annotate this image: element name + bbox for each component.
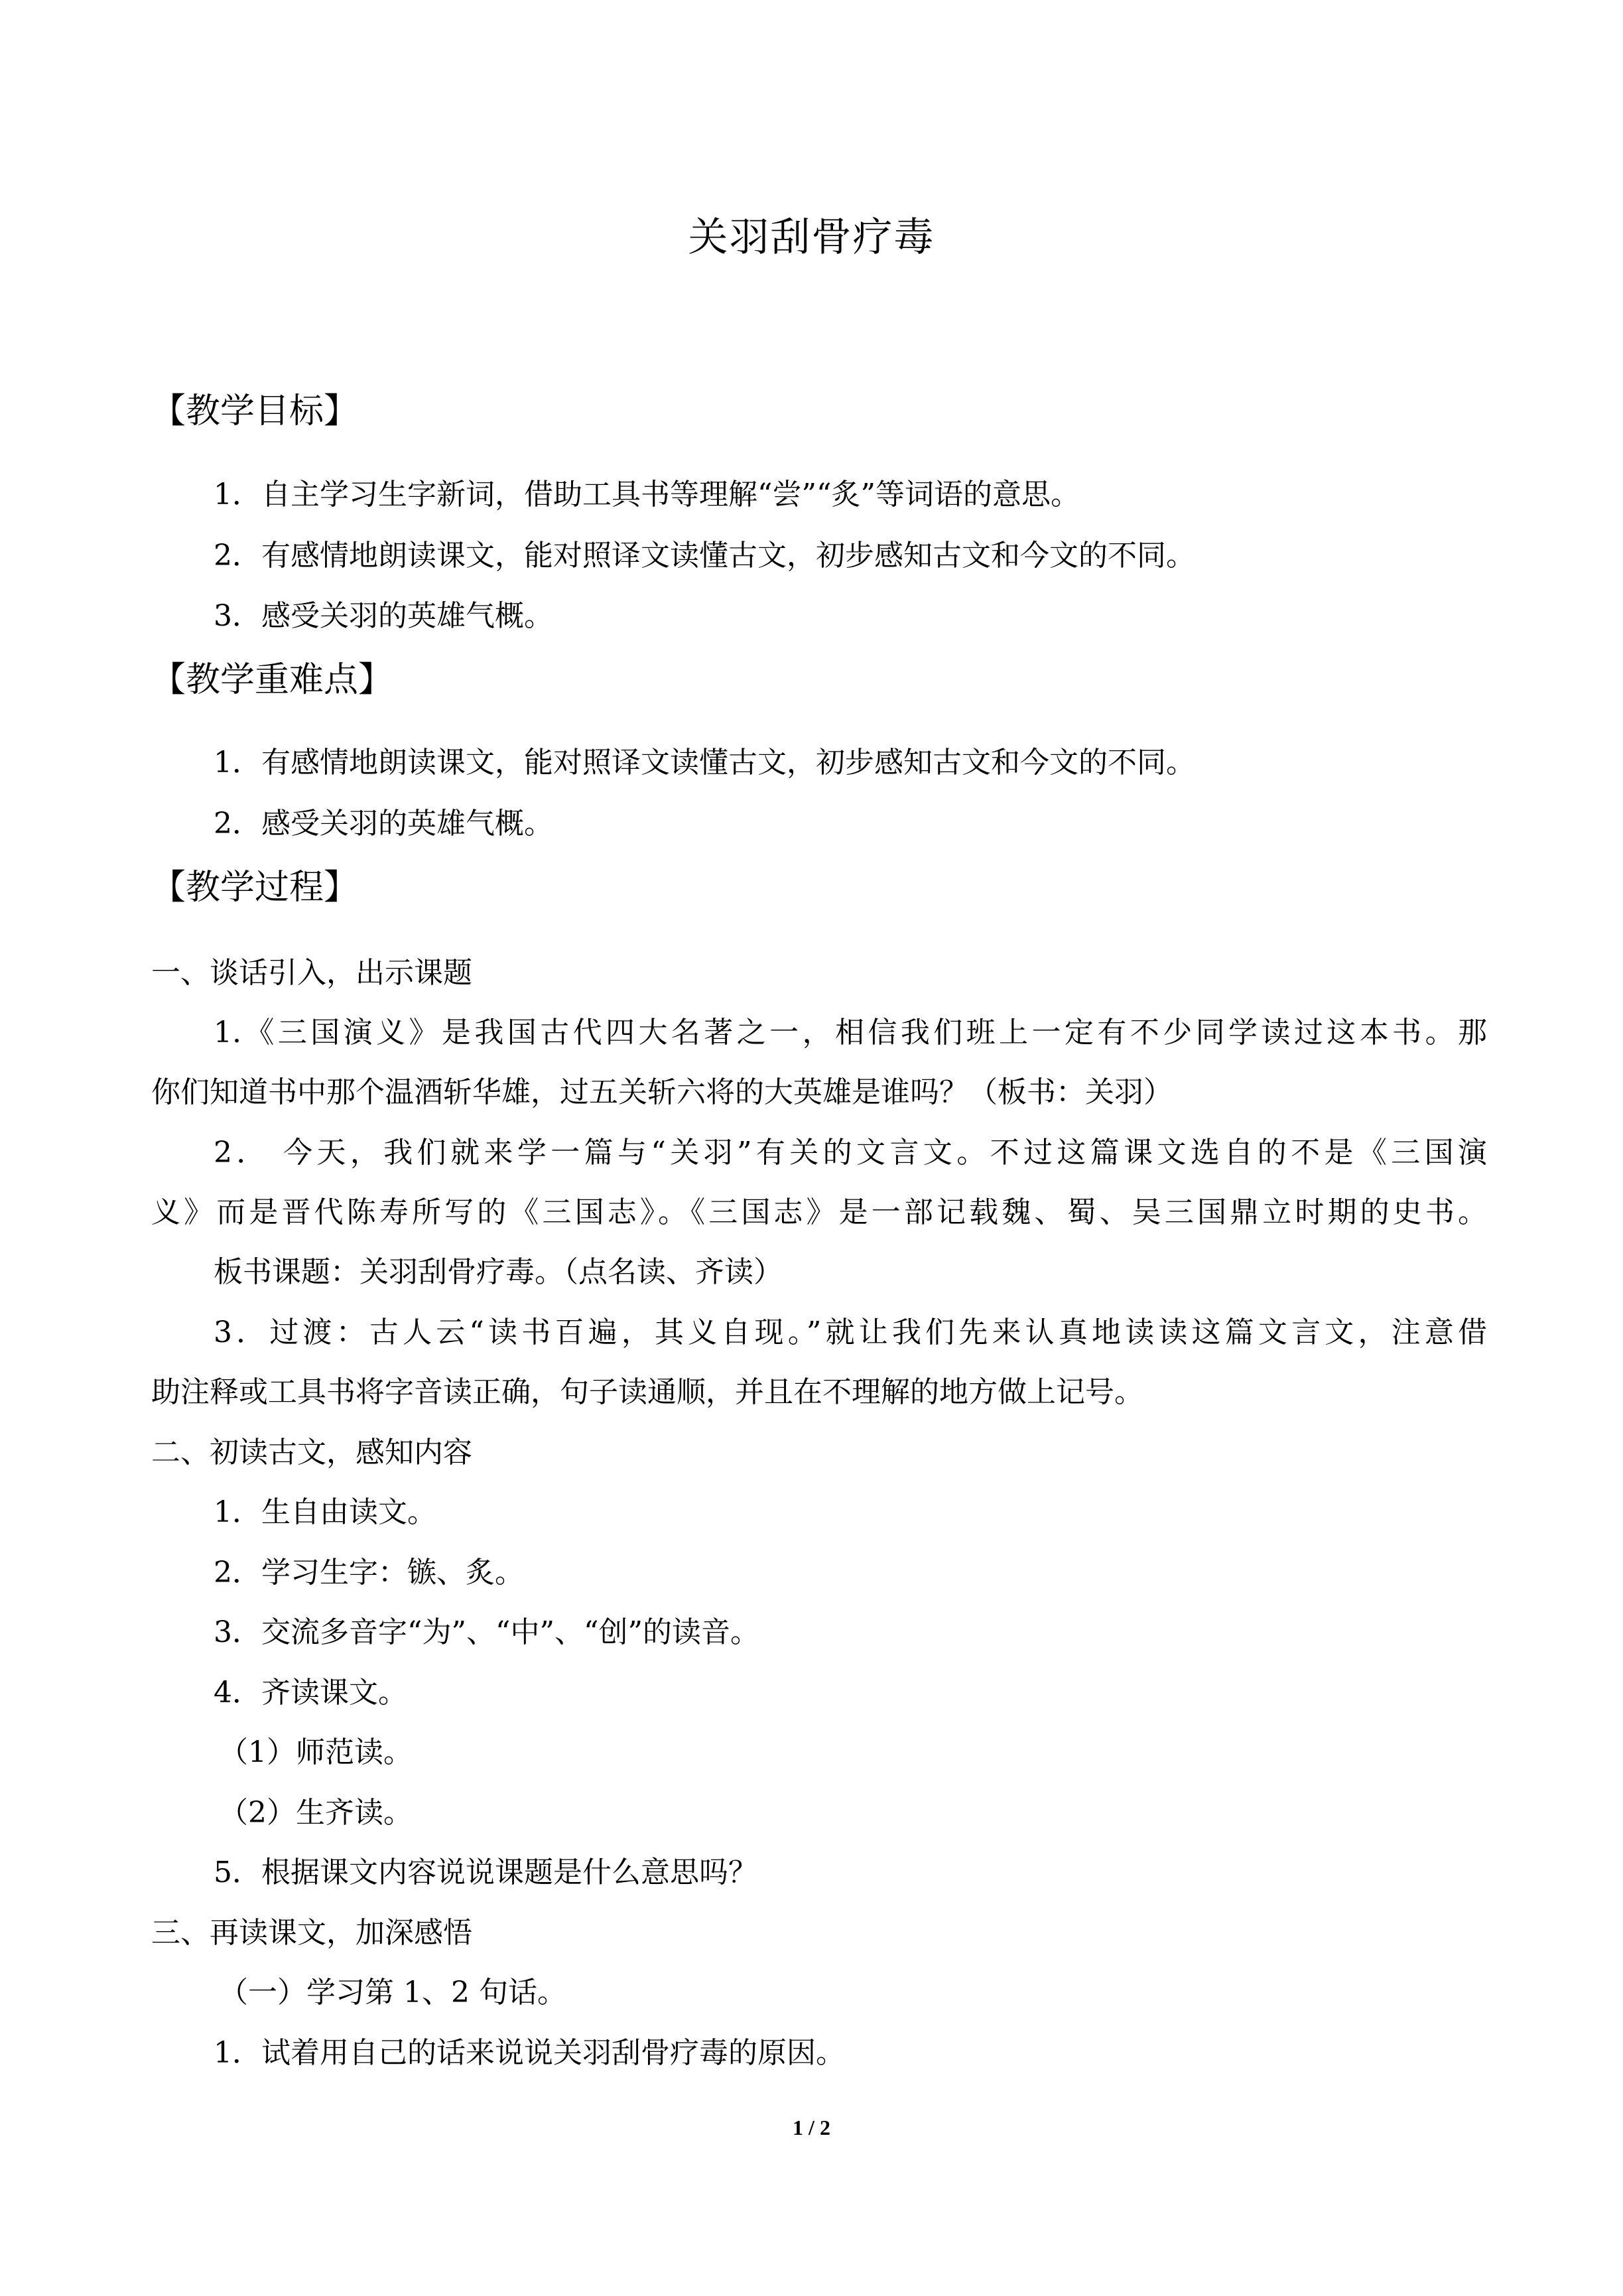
part3-item-1: 1．试着用自己的话来说说关羽刮骨疗毒的原因。 <box>214 2036 845 2070</box>
section-heading-key-points: 【教学重难点】 <box>151 660 393 700</box>
part2-item-3: 3．交流多音字“为”、“中”、“创”的读音。 <box>214 1615 759 1649</box>
objective-item-2: 2．有感情地朗读课文，能对照译文读懂古文，初步感知古文和今文的不同。 <box>214 539 1195 573</box>
section-heading-process: 【教学过程】 <box>151 868 359 908</box>
part2-item-2: 2．学习生字：镞、炙。 <box>214 1556 524 1589</box>
document-title: 关羽刮骨疗毒 <box>688 214 935 261</box>
page-number: 1 / 2 <box>793 2116 830 2139</box>
objective-item-3: 3．感受关羽的英雄气概。 <box>214 599 553 633</box>
process-p1-line1: 1.《三国演义》是我国古代四大名著之一，相信我们班上一定有不少同学读过这本书。那 <box>214 1016 1487 1049</box>
part2-item-4: 4．齐读课文。 <box>214 1676 407 1710</box>
process-part2-title: 二、初读古文，感知内容 <box>151 1436 472 1469</box>
key-point-item-2: 2．感受关羽的英雄气概。 <box>214 807 553 841</box>
process-part3-title: 三、再读课文，加深感悟 <box>151 1916 472 1950</box>
process-p1-line2: 你们知道书中那个温酒斩华雄，过五关斩六将的大英雄是谁吗？（板书：关羽） <box>151 1075 1173 1109</box>
objective-item-1: 1．自主学习生字新词，借助工具书等理解“尝”“炙”等词语的意思。 <box>214 478 1080 511</box>
process-p2-line1: 2． 今天，我们就来学一篇与“关羽”有关的文言文。不过这篇课文选自的不是《三国演 <box>214 1136 1487 1170</box>
part3-subsection-1: （一）学习第 1、2 句话。 <box>219 1976 566 2009</box>
part2-item-1: 1．生自由读文。 <box>214 1495 436 1529</box>
process-p3-line1: 3．过渡：古人云“读书百遍，其义自现。”就让我们先来认真地读读这篇文言文，注意借 <box>214 1316 1487 1349</box>
part2-item-4-sub1: （1）师范读。 <box>219 1735 413 1769</box>
key-point-item-1: 1．有感情地朗读课文，能对照译文读懂古文，初步感知古文和今文的不同。 <box>214 746 1195 779</box>
part2-item-5: 5．根据课文内容说说课题是什么意思吗？ <box>214 1856 757 1889</box>
process-p3-line2: 助注释或工具书将字音读正确，句子读通顺，并且在不理解的地方做上记号。 <box>151 1375 1143 1409</box>
section-heading-objectives: 【教学目标】 <box>151 391 359 431</box>
part2-item-4-sub2: （2）生齐读。 <box>219 1796 413 1830</box>
process-part1-title: 一、谈话引入，出示课题 <box>151 956 472 990</box>
process-p2-line2: 义》而是晋代陈寿所写的《三国志》。《三国志》是一部记载魏、蜀、吴三国鼎立时期的史书。 <box>151 1195 1487 1229</box>
process-board-title: 板书课题：关羽刮骨疗毒。（点名读、齐读） <box>214 1255 783 1289</box>
